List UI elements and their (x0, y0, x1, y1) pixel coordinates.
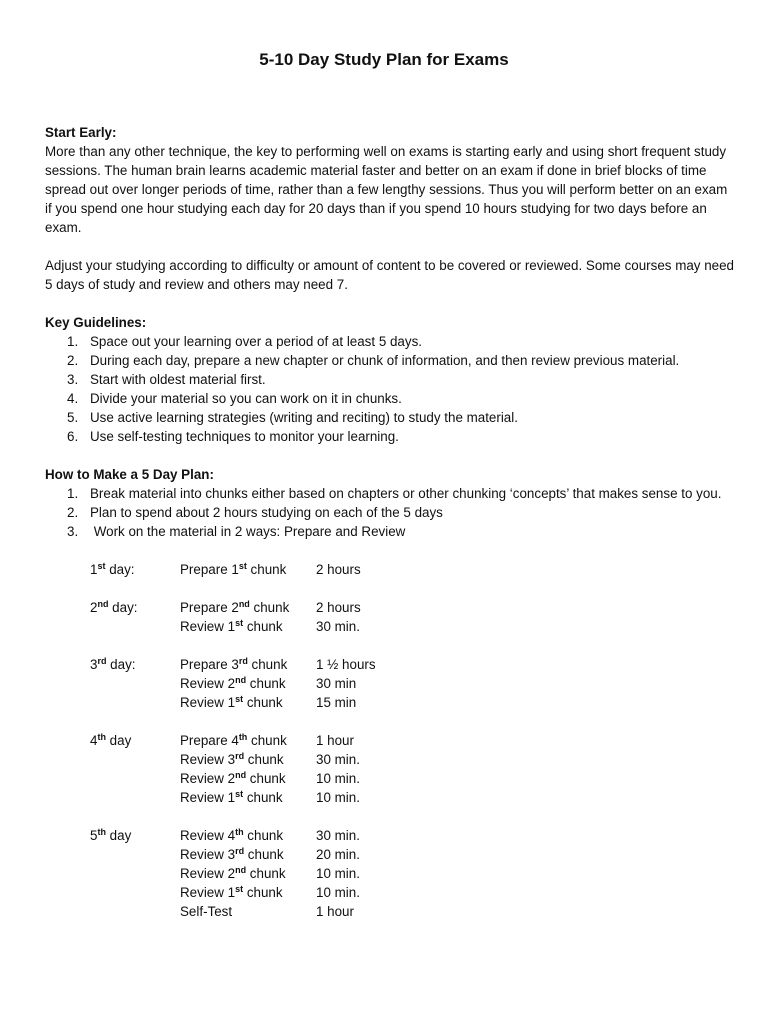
schedule-row (45, 845, 735, 864)
schedule-task (180, 655, 287, 674)
schedule-task (180, 598, 289, 617)
list-number: 4. (67, 391, 79, 406)
ordinal-suffix: th (97, 732, 106, 742)
task-action: Review 2 (180, 866, 236, 881)
task-label: chunk (243, 619, 283, 634)
task-label: chunk (243, 790, 283, 805)
schedule-duration: 1 hour (316, 904, 354, 919)
schedule-duration: 1 hour (316, 733, 354, 748)
task-label: chunk (244, 847, 284, 862)
document-title: 5-10 Day Study Plan for Exams (259, 50, 509, 69)
task-action: Review 2 (180, 771, 236, 786)
ordinal-suffix: rd (97, 656, 107, 666)
schedule-row (45, 617, 735, 636)
task-action: Self-Test (180, 904, 233, 919)
schedule-row (45, 826, 735, 845)
spacer (45, 446, 735, 465)
task-action: Prepare 2 (180, 600, 239, 615)
ordinal-suffix: rd (235, 846, 245, 856)
task-action: Review 3 (180, 752, 236, 767)
list-number: 5. (67, 410, 79, 425)
study-schedule (45, 560, 735, 921)
schedule-row (45, 864, 735, 883)
schedule-task (180, 731, 287, 750)
ordinal-suffix: th (238, 732, 248, 742)
day-number: 3 (90, 657, 98, 672)
document-body (45, 123, 735, 921)
schedule-row (45, 731, 735, 750)
schedule-task (180, 617, 283, 636)
list-item (45, 522, 735, 541)
ordinal-suffix: st (235, 694, 244, 704)
list-text: Divide your material so you can work on it in chunks. (90, 391, 402, 406)
schedule-duration: 30 min (316, 676, 357, 691)
key-guidelines-list (45, 332, 735, 446)
schedule-task (180, 826, 283, 845)
task-action: Review 4 (180, 828, 236, 843)
schedule-row (45, 788, 735, 807)
schedule-row (45, 560, 735, 579)
ordinal-suffix: nd (235, 675, 247, 685)
ordinal-suffix: nd (235, 770, 247, 780)
task-action: Prepare 4 (180, 733, 239, 748)
ordinal-suffix: rd (235, 751, 245, 761)
ordinal-suffix: st (235, 618, 244, 628)
day-number: 4 (90, 733, 98, 748)
day-number: 5 (90, 828, 98, 843)
ordinal-suffix: th (97, 827, 106, 837)
task-action: Prepare 3 (180, 657, 239, 672)
day-number: 1 (90, 562, 98, 577)
schedule-duration: 20 min. (316, 847, 360, 862)
key-guidelines-heading: Key Guidelines: (45, 315, 147, 330)
start-early-paragraph: More than any other technique, the key to performing well on exams is starting early and using short frequent study sessions. The human brain learns academic material faster and better on an exam if done in brief blocks of time spread out over longer periods of time, rather than a few lengthy sessions. Thus you will perform better on an exam if you spend one hour studying each day for 20 days than if you spend 10 hours studying for two days before an exam. (45, 144, 728, 235)
day-label: day (105, 828, 132, 843)
ordinal-suffix: rd (238, 656, 248, 666)
schedule-task (180, 750, 284, 769)
schedule-day (90, 560, 135, 579)
list-item (45, 351, 735, 370)
ordinal-suffix: st (235, 884, 244, 894)
schedule-task (180, 864, 286, 883)
list-number: 6. (67, 429, 79, 444)
ordinal-suffix: st (235, 789, 244, 799)
schedule-task (180, 902, 232, 921)
task-label: chunk (243, 695, 283, 710)
list-text: Work on the material in 2 ways: Prepare and Review (90, 524, 406, 539)
schedule-task (180, 560, 286, 579)
day-label: day: (105, 562, 135, 577)
list-text: Start with oldest material first. (90, 372, 266, 387)
list-text: Plan to spend about 2 hours studying on each of the 5 days (90, 505, 443, 520)
list-number: 2. (67, 505, 79, 520)
schedule-day (90, 655, 135, 674)
list-item (45, 332, 735, 351)
schedule-task (180, 693, 283, 712)
schedule-duration: 30 min. (316, 619, 360, 634)
schedule-day (90, 731, 131, 750)
schedule-row (45, 598, 735, 617)
schedule-duration: 1 ½ hours (316, 657, 376, 672)
task-action: Review 3 (180, 847, 236, 862)
start-early-heading: Start Early: (45, 125, 117, 140)
list-number: 3. (67, 372, 79, 387)
schedule-task (180, 845, 284, 864)
list-number: 1. (67, 334, 79, 349)
list-text: Use active learning strategies (writing and reciting) to study the material. (90, 410, 518, 425)
list-item (45, 503, 735, 522)
spacer (45, 294, 735, 313)
list-text: Use self-testing techniques to monitor your learning. (90, 429, 399, 444)
list-text: Break material into chunks either based on chapters or other chunking ‘concepts’ that makes sense to you. (90, 486, 722, 501)
adjust-studying-paragraph: Adjust your studying according to difficulty or amount of content to be covered or reviewed. Some courses may need 5 days of study and review and others may need 7. (45, 258, 734, 292)
spacer (45, 579, 735, 598)
five-day-plan-list (45, 484, 735, 541)
schedule-row (45, 750, 735, 769)
list-text: Space out your learning over a period of at least 5 days. (90, 334, 422, 349)
task-action: Review 1 (180, 695, 236, 710)
schedule-duration: 10 min. (316, 885, 360, 900)
schedule-row (45, 655, 735, 674)
five-day-plan-heading: How to Make a 5 Day Plan: (45, 467, 214, 482)
task-action: Review 1 (180, 619, 236, 634)
schedule-duration: 2 hours (316, 600, 361, 615)
ordinal-suffix: nd (97, 599, 109, 609)
spacer (45, 237, 735, 256)
schedule-row (45, 902, 735, 921)
spacer (45, 712, 735, 731)
day-label: day: (108, 600, 138, 615)
ordinal-suffix: nd (238, 599, 250, 609)
schedule-row (45, 883, 735, 902)
list-number: 1. (67, 486, 79, 501)
schedule-day (90, 598, 137, 617)
schedule-duration: 10 min. (316, 866, 360, 881)
list-number: 3. (67, 524, 79, 539)
schedule-row (45, 674, 735, 693)
day-label: day: (106, 657, 136, 672)
task-action: Review 1 (180, 790, 236, 805)
ordinal-suffix: nd (235, 865, 247, 875)
list-item (45, 370, 735, 389)
task-label: chunk (244, 752, 284, 767)
task-label: chunk (246, 676, 286, 691)
task-label: chunk (246, 562, 287, 577)
schedule-duration: 2 hours (316, 562, 361, 577)
list-text: During each day, prepare a new chapter or chunk of information, and then review previous material. (90, 353, 680, 368)
schedule-duration: 30 min. (316, 828, 360, 843)
list-item (45, 408, 735, 427)
task-label: chunk (246, 771, 286, 786)
day-number: 2 (90, 600, 98, 615)
schedule-task (180, 674, 286, 693)
task-label: chunk (243, 828, 284, 843)
task-action: Prepare 1 (180, 562, 239, 577)
task-label: chunk (247, 657, 288, 672)
schedule-task (180, 883, 283, 902)
task-label: chunk (243, 885, 283, 900)
schedule-duration: 10 min. (316, 771, 360, 786)
spacer (45, 541, 735, 560)
schedule-row (45, 769, 735, 788)
task-label: chunk (246, 866, 286, 881)
task-label: chunk (247, 733, 287, 748)
schedule-task (180, 769, 286, 788)
ordinal-suffix: st (97, 561, 106, 571)
ordinal-suffix: st (238, 561, 247, 571)
task-action: Review 1 (180, 885, 236, 900)
schedule-duration: 15 min (316, 695, 357, 710)
task-action: Review 2 (180, 676, 236, 691)
schedule-duration: 30 min. (316, 752, 360, 767)
schedule-duration: 10 min. (316, 790, 360, 805)
list-number: 2. (67, 353, 79, 368)
schedule-task (180, 788, 283, 807)
list-item (45, 484, 735, 503)
schedule-day (90, 826, 131, 845)
task-label: chunk (249, 600, 290, 615)
ordinal-suffix: th (235, 827, 244, 837)
schedule-row (45, 693, 735, 712)
list-item (45, 427, 735, 446)
day-label: day (105, 733, 132, 748)
spacer (45, 636, 735, 655)
spacer (45, 807, 735, 826)
list-item (45, 389, 735, 408)
